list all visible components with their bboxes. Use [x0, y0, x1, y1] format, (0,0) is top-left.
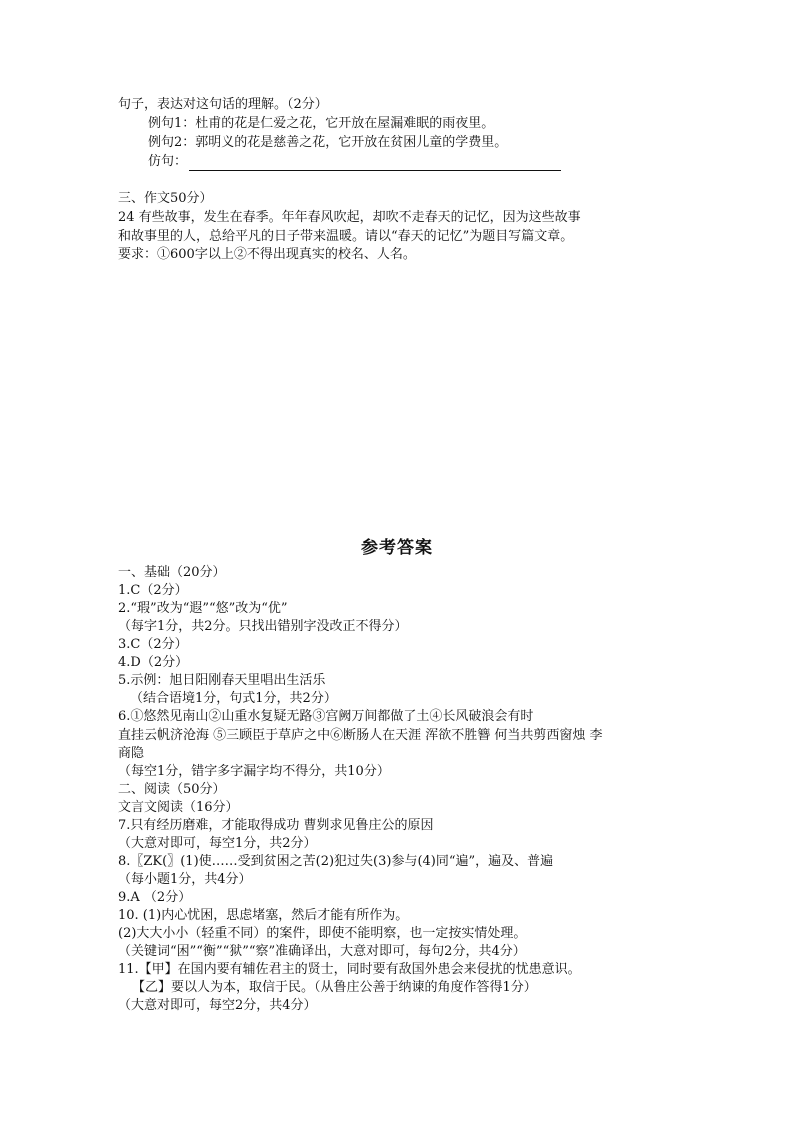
- answer-line: 直挂云帆济沧海 ⑤三顾臣于草庐之中⑥断肠人在天涯 浑欲不胜簪 何当共剪西窗烛 李: [118, 728, 603, 743]
- answer-line: 6.①悠然见南山②山重水复疑无路③宫阙万间都做了土④长风破浪会有时: [118, 709, 534, 724]
- essay-heading: 三、作文50分）: [118, 191, 213, 206]
- essay-prompt-line-1: 24 有些故事，发生在春季。年年春风吹起，却吹不走春天的记忆，因为这些故事: [118, 210, 581, 225]
- answer-line: 1.C（2分）: [118, 583, 188, 598]
- answer-line: 11.【甲】在国内要有辅佐君主的贤士，同时要有敌国外患会来侵扰的忧患意识。: [118, 962, 581, 977]
- answer-line: 二、阅读（50分）: [118, 782, 226, 797]
- answer-line: 5.示例：旭日阳刚春天里唱出生活乐: [118, 673, 326, 688]
- answer-line: （每小题1分，共4分）: [118, 872, 252, 887]
- answer-key-title: 参考答案: [361, 538, 433, 558]
- answer-line: 4.D（2分）: [118, 655, 189, 670]
- imitate-label: 仿句：: [148, 154, 188, 169]
- answer-blank: [189, 156, 561, 171]
- answer-line: （关键词“困”“衡”“狱”“察”准确译出，大意对即可，每句2分，共4分）: [118, 944, 526, 959]
- answer-line: 3.C（2分）: [118, 637, 188, 652]
- answer-line: （大意对即可，每空2分，共4分）: [118, 998, 317, 1013]
- answer-line: 7.只有经历磨难，才能取得成功 曹刿求见鲁庄公的原因: [118, 818, 434, 833]
- essay-prompt-line-2: 和故事里的人，总给平凡的日子带来温暖。请以“春天的记忆”为题目写篇文章。: [118, 229, 574, 244]
- answer-line: 8.〖ZK(〗(1)使……受到贫困之苦(2)犯过失(3)参与(4)同“遍”，遍及、普遍: [118, 854, 554, 869]
- answer-line: 文言文阅读（16分）: [118, 800, 239, 815]
- answer-line: (2)大大小小（轻重不同）的案件，即使不能明察，也一定按实情处理。: [118, 926, 527, 941]
- answer-line: 10. (1)内心忧困，思虑堵塞，然后才能有所作为。: [118, 908, 409, 923]
- answer-line: （结合语境1分，句式1分，共2分）: [130, 691, 337, 706]
- answer-line: 2.“瑕”改为“遐”“悠”改为“优”: [118, 601, 288, 616]
- answer-line: （每空1分，错字多字漏字均不得分，共10分）: [118, 764, 390, 779]
- answer-line: （每字1分，共2分。只找出错别字没改正不得分）: [118, 619, 408, 634]
- answer-line: （大意对即可，每空1分，共2分）: [118, 836, 317, 851]
- imitate-line: [148, 153, 561, 171]
- answer-line: 商隐: [118, 746, 145, 761]
- example-sentence-1: 例句1：杜甫的花是仁爱之花，它开放在屋漏难眠的雨夜里。: [148, 116, 495, 131]
- answer-line: 【乙】要以人为本，取信于民。（从鲁庄公善于纳谏的角度作答得1分）: [132, 980, 537, 995]
- answer-line: 9.A （2分）: [118, 890, 192, 905]
- essay-requirement: 要求：①600字以上②不得出现真实的校名、人名。: [118, 247, 416, 262]
- question-intro: 句子，表达对这句话的理解。（2分）: [118, 97, 328, 112]
- example-sentence-2: 例句2：郭明义的花是慈善之花，它开放在贫困儿童的学费里。: [148, 135, 508, 150]
- answer-line: 一、基础（20分）: [118, 565, 226, 580]
